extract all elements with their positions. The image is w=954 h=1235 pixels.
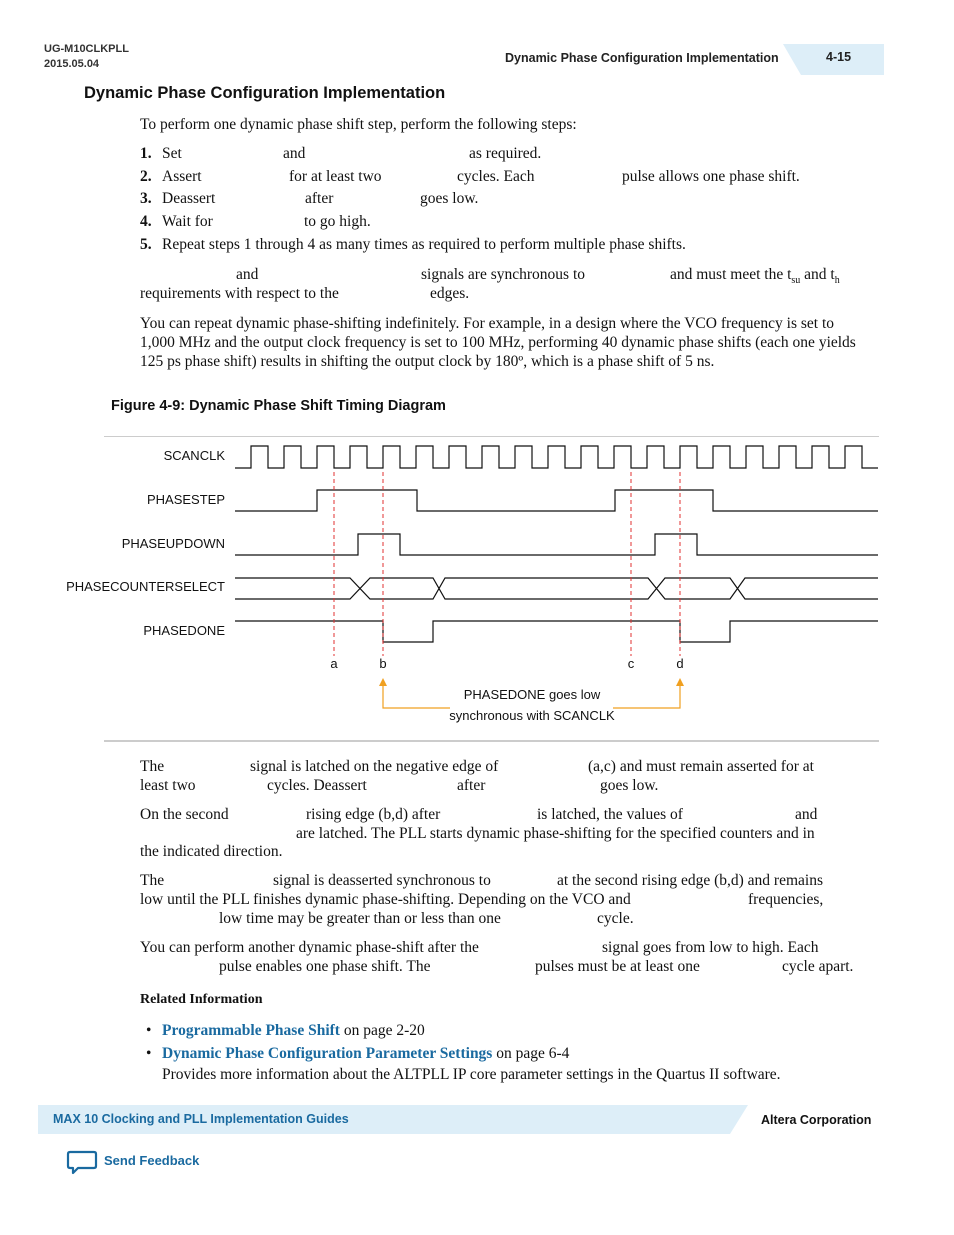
- annotation-line-2: synchronous with SCANCLK: [449, 708, 615, 723]
- step-4: 4. Wait for to go high.: [140, 213, 371, 230]
- timing-diagram-svg: [66, 438, 885, 738]
- bullet-dot: •: [146, 1045, 152, 1062]
- intro-paragraph: To perform one dynamic phase shift step, perform the following steps:: [140, 116, 577, 133]
- arrowhead-left: [379, 678, 387, 686]
- related-info-title: Related Information: [140, 992, 263, 1007]
- wave-phaseupdown: [235, 534, 878, 555]
- marker-label-d: d: [676, 656, 684, 671]
- send-feedback-label: Send Feedback: [104, 1153, 200, 1168]
- header-page-number: 4-15: [826, 50, 852, 64]
- label-phasestep: PHASESTEP: [146, 492, 225, 507]
- arrowhead-right: [676, 678, 684, 686]
- document-page: UG-M10CLKPLL 2015.05.04 Dynamic Phase Configuration Implementation 4-15 Dynamic Phase Configuration Implementation To perform one dynamic phase shift step, perform the following steps: 1. Set and as required. 2. Assert for at least two cycles. Each pulse allows one phase shift. 3. Deassert after goes low. 4. Wait for to go high. 5. Repeat steps 1 through 4 as many times as required to perform multiple phase shifts. and signals are synchronous to and must meet the $t_{su}$ and $t_h$ requirements with respect to the edges. You can repeat dynamic phase-shifting indefinitely. For example, in a design where the VCO frequency is set to 1,000 MHz and the output clock frequency is set to 100 MHz, performing 40 dynamic phase shifts (each one yields 125 ps phase shift) results in shifting the output clock by 180º, which is a phase shift of 5 ns. Figure 4-9: Dynamic Phase Shift Timing Diagram SCANCLK PHASESTEP PHASEUPDOWN PHASECOUNTERSELECT PHASEDONE a b c d PHASEDONE goes low synchronous with SCANCLK The signal is latched on the negative edge of (a,c) and must remain asserted for at least two cycles. Deassert after goes low. On the second rising edge (b,d) after is latched, the values of and are latched. The PLL starts dynamic phase-shifting for the specified counters and in the indicated direction. The signal is deasserted synchronous to at the second rising edge (b,d) and remains low until the PLL finishes dynamic phase-shifting. Depending on the VCO and frequencies, low time may be greater than or less than one cycle. You can perform another dynamic phase-shift after the signal goes from low to high. Each pulse enables one phase shift. The pulses must be at least one cycle apart. Related Information • Programmable Phase Shift on page 2-20 • Dynamic Phase Configuration Parameter Settings on page 6-4 Provides more information about the ALTPLL IP core parameter settings in the Quartus II software. MAX 10 Clocking and PLL Implementation Guides Altera Corporation Send Feedback: [0, 0, 954, 1235]
- step-3: 3. Deassert after goes low.: [140, 190, 479, 207]
- step-5: 5. Repeat steps 1 through 4 as many times as required to perform multiple phase shifts.: [140, 236, 686, 253]
- wave-phasedone: [235, 621, 878, 642]
- speech-bubble-icon: [66, 1150, 98, 1176]
- timing-diagram: [66, 438, 885, 738]
- figure-caption: Figure 4-9: Dynamic Phase Shift Timing Diagram: [111, 398, 446, 414]
- annotation-arrow-right: [613, 684, 680, 708]
- label-phasedone: PHASEDONE: [143, 623, 225, 638]
- link-programmable-phase-shift[interactable]: Programmable Phase Shift: [162, 1022, 340, 1039]
- annotation-arrow-left: [383, 684, 450, 708]
- label-phaseupdown: PHASEUPDOWN: [121, 536, 225, 551]
- section-title: Dynamic Phase Configuration Implementation: [84, 84, 446, 102]
- doc-date: 2015.05.04: [44, 58, 100, 70]
- label-phasecounterselect: PHASECOUNTERSELECT: [66, 579, 225, 594]
- marker-label-c: c: [627, 656, 635, 671]
- wave-phasecounterselect: [235, 578, 878, 599]
- send-feedback-button[interactable]: [66, 1150, 206, 1178]
- marker-label-a: a: [330, 656, 338, 671]
- figure-top-rule: [104, 436, 879, 437]
- header-title: Dynamic Phase Configuration Implementation: [505, 51, 779, 65]
- related-item-2-desc: Provides more information about the ALTPLL IP core parameter settings in the Quartus II software.: [162, 1066, 781, 1083]
- footer-company: Altera Corporation: [761, 1113, 872, 1127]
- marker-label-b: b: [379, 656, 387, 671]
- step-2: 2. Assert for at least two cycles. Each pulse allows one phase shift.: [140, 168, 800, 185]
- wave-phasestep: [235, 490, 878, 511]
- header-doc-info: [44, 42, 129, 72]
- label-scanclk: SCANCLK: [163, 448, 225, 463]
- bullet-dot: •: [146, 1022, 152, 1039]
- repeat-paragraph: You can repeat dynamic phase-shifting indefinitely. For example, in a design where the VCO frequency is set to 1,000 MHz and the output clock frequency is set to 100 MHz, performing 40 dynamic phase shifts (each one yields 125 ps phase shift) results in shifting the output clock by 180º, which is a phase shift of 5 ns.: [140, 315, 856, 370]
- annotation-line-1: PHASEDONE goes low: [463, 687, 601, 702]
- figure-bottom-rule: [104, 740, 879, 742]
- link-dynamic-phase-config-params[interactable]: Dynamic Phase Configuration Parameter Settings: [162, 1045, 493, 1062]
- marker-lines: [334, 472, 680, 656]
- step-1: 1. Set and as required.: [140, 145, 542, 162]
- wave-scanclk: [235, 446, 878, 468]
- footer-guide-title[interactable]: MAX 10 Clocking and PLL Implementation Guides: [53, 1112, 349, 1126]
- doc-id: UG-M10CLKPLL: [44, 43, 129, 55]
